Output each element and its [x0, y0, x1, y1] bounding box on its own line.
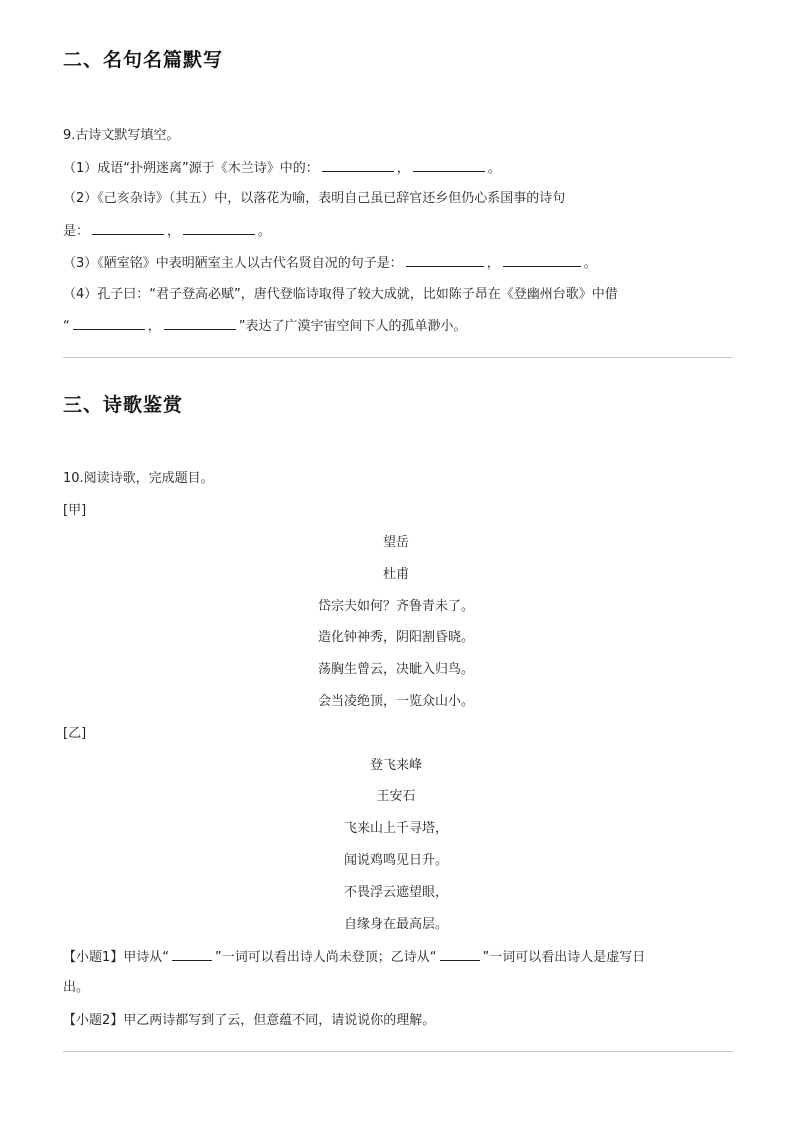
answer-blank[interactable] — [164, 317, 236, 330]
question-9-1 — [63, 159, 501, 178]
question-9-4-line2 — [63, 317, 467, 336]
poem-1-title: 望岳 — [382, 535, 409, 550]
separator: ， — [147, 319, 161, 334]
q9-4-ending: ”表达了广漠宇宙空间下人的孤单渺小。 — [238, 319, 467, 334]
question-9-2-line1: （2）《己亥杂诗》（其五）中，以落花为喻，表明自己虽已辞官还乡但仍心系国事的诗句 — [63, 191, 566, 206]
poem-2-line: 闻说鸡鸣见日升。 — [343, 853, 448, 868]
separator: ， — [396, 161, 410, 176]
answer-blank[interactable] — [183, 222, 255, 235]
answer-blank[interactable] — [503, 254, 581, 267]
sub1-part-a: 【小题1】甲诗从“ — [63, 950, 170, 965]
separator: ， — [167, 224, 181, 239]
open-quote: “ — [63, 319, 70, 334]
poem-1-author: 杜甫 — [382, 567, 409, 582]
answer-blank[interactable] — [73, 317, 145, 330]
question-9-4-line1: （4）孔子曰：“君子登高必赋”，唐代登临诗取得了较大成就，比如陈子昂在《登幽州台歌》中借 — [63, 287, 618, 302]
terminator: 。 — [258, 224, 272, 239]
terminator: 。 — [487, 161, 501, 176]
subquestion-2: 【小题2】甲乙两诗都写到了云，但意蕴不同，请说说你的理解。 — [63, 1013, 436, 1028]
question-9-stem: 9.古诗文默写填空。 — [63, 128, 180, 143]
poem-2-line: 自缘身在最高层。 — [343, 917, 448, 932]
poem-1-line: 造化钟神秀，阴阳割昏晓。 — [317, 630, 474, 645]
q9-2-prefix: 是： — [63, 224, 90, 239]
poem-2-title: 登飞来峰 — [369, 758, 422, 773]
question-10-stem: 10.阅读诗歌，完成题目。 — [63, 471, 214, 486]
section-divider — [63, 357, 733, 358]
section-3-heading: 三、诗歌鉴赏 — [63, 394, 184, 416]
answer-blank[interactable] — [406, 254, 484, 267]
terminator: 。 — [583, 256, 597, 271]
sub1-part-c: ”一词可以看出诗人是虚写日 — [482, 950, 646, 965]
section-divider — [63, 1051, 733, 1052]
subquestion-1 — [63, 948, 645, 967]
answer-blank[interactable] — [92, 222, 164, 235]
sub1-part-b: ”一词可以看出诗人尚未登顶；乙诗从“ — [215, 950, 437, 965]
q9-1-prompt: （1）成语“扑朔迷离”源于《木兰诗》中的： — [63, 161, 319, 176]
poem-1-line: 荡胸生曾云，决眦入归鸟。 — [317, 662, 474, 677]
poem-2-marker: [乙] — [63, 726, 87, 741]
answer-blank[interactable] — [440, 948, 480, 961]
answer-blank[interactable] — [172, 948, 212, 961]
poem-1-line: 会当凌绝顶，一览众山小。 — [317, 694, 474, 709]
poem-1-line: 岱宗夫如何？齐鲁青未了。 — [317, 599, 474, 614]
poem-2-author: 王安石 — [376, 789, 416, 804]
question-9-2-line2 — [63, 222, 271, 241]
answer-blank[interactable] — [413, 159, 485, 172]
subquestion-1-wrap: 出。 — [63, 980, 90, 995]
question-9-3 — [63, 254, 597, 273]
poem-2-line: 不畏浮云遮望眼， — [343, 885, 448, 900]
poem-1-marker: [甲] — [63, 503, 87, 518]
separator: ， — [486, 256, 500, 271]
section-2-heading: 二、名句名篇默写 — [63, 49, 224, 71]
poem-2-line: 飞来山上千寻塔， — [343, 821, 448, 836]
answer-blank[interactable] — [322, 159, 394, 172]
q9-3-prompt: （3）《陋室铭》中表明陋室主人以古代名贤自况的句子是： — [63, 256, 403, 271]
